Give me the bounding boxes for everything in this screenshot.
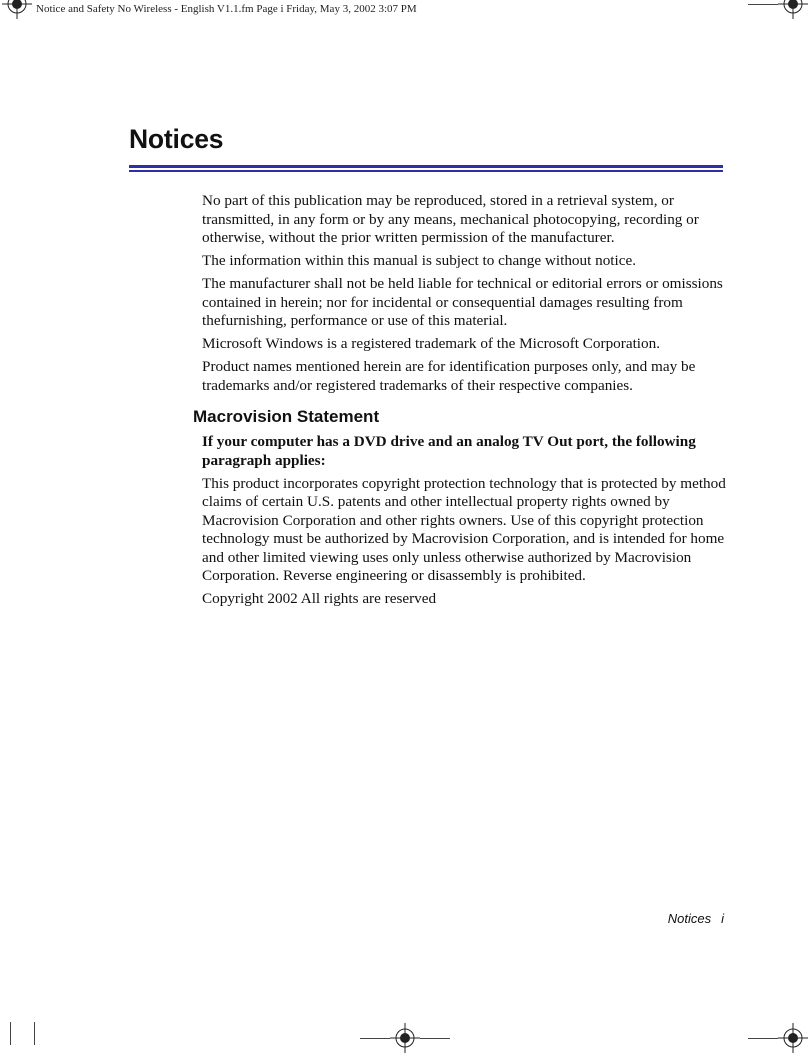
crop-mark — [748, 1038, 778, 1039]
registration-mark-bottom-center — [390, 1023, 420, 1053]
title-rule — [129, 170, 723, 172]
paragraph: The manufacturer shall not be held liable for technical or editorial errors or omissions contained in herein; nor for incidental or consequential damages resulting from thefurnishing, performance or use of this material. — [202, 275, 723, 329]
lead-paragraph: If your computer has a DVD drive and an analog TV Out port, the following paragraph applies: — [202, 433, 696, 469]
crop-mark — [34, 1022, 35, 1045]
paragraph: The information within this manual is subject to change without notice. — [202, 252, 637, 269]
paragraph: Microsoft Windows is a registered trademark of the Microsoft Corporation. — [202, 335, 660, 352]
section-heading: Macrovision Statement — [193, 407, 380, 426]
macrovision-body — [202, 433, 732, 613]
crop-mark — [10, 1022, 11, 1045]
copyright-line: Copyright 2002 All rights are reserved — [202, 590, 437, 607]
page-title: Notices — [129, 124, 224, 154]
page-footer — [668, 911, 724, 926]
crop-mark — [420, 1038, 450, 1039]
notices-body — [202, 192, 732, 400]
registration-mark-top-right — [778, 0, 808, 19]
paragraph: No part of this publication may be reproduced, stored in a retrieval system, or transmitted, in any form or by any means, mechanical photocopying, recording or otherwise, without the prior written permission of the manufacturer. — [202, 192, 699, 246]
file-slug: Notice and Safety No Wireless - English V1.1.fm Page i Friday, May 3, 2002 3:07 PM — [36, 3, 417, 15]
page-number: i — [721, 911, 724, 926]
paragraph: This product incorporates copyright protection technology that is protected by method claims of certain U.S. patents and other intellectual property rights owned by Macrovision Corporation and other rights owners. Use of this copyright protection technology must be authorized by Macrovision Corporation, and is intended for home and other limited viewing uses only unless otherwise authorized by Macrovision Corporation. Reverse engineering or disassembly is prohibited. — [202, 474, 726, 584]
footer-section: Notices — [667, 911, 712, 926]
registration-mark-bottom-right — [778, 1023, 808, 1053]
registration-mark-top-left — [2, 0, 32, 19]
title-rule — [129, 165, 723, 168]
paragraph: Product names mentioned herein are for identification purposes only, and may be trademarks and/or registered trademarks of their respective companies. — [202, 358, 696, 394]
crop-mark — [360, 1038, 390, 1039]
crop-mark — [748, 4, 778, 5]
